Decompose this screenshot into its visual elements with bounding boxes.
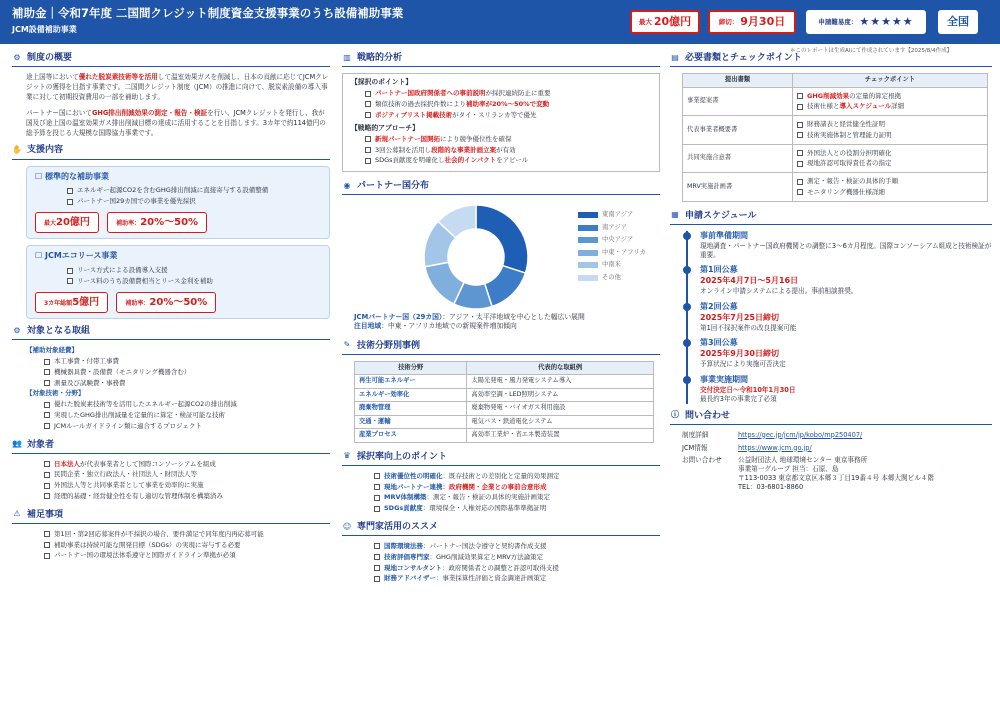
- checkbox-icon: [67, 188, 73, 194]
- max-amount-pill: 最大20億円: [35, 212, 99, 234]
- warning-icon: ⚠: [13, 509, 21, 519]
- legend-label: その他: [602, 273, 621, 281]
- contact-row: JCM情報 https://www.jcm.go.jp/: [682, 443, 812, 452]
- experts-heading: ☺ 専門家活用のススメ: [342, 521, 660, 536]
- improve-heading: ♛ 採択率向上のポイント: [342, 451, 660, 466]
- checkbox-icon: [797, 132, 803, 138]
- docs-heading: ▤ 必要書類とチェックポイント: [670, 52, 992, 67]
- detail-link[interactable]: https://gec.jp/jcm/jp/kobo/mp250407/: [738, 430, 863, 439]
- contact-row: お問い合わせ 公益財団法人 地球環境センター 東京事務所 事業第一グループ 担当：石原、島 〒113-0033 東京都文京区本郷３丁目19番４号 本郷大関ビル４階 TEL：03-6801-8860: [682, 456, 934, 492]
- support-heading: ✋ 支援内容: [12, 144, 330, 159]
- table-row: 再生可能エネルギー 太陽光発電・風力発電システム導入: [355, 375, 654, 389]
- table-header: 技術分野: [355, 361, 467, 375]
- contact-heading: ⓘ 問い合わせ: [670, 410, 992, 425]
- list-item: 実現したGHG排出削減量を定量的に算定・検証可能な技術: [44, 411, 330, 420]
- box-title: ☐ JCMエコリース事業: [35, 251, 118, 261]
- max-amount-badge: 最大 20億円: [630, 10, 700, 34]
- check-item: 測定・報告・検証の具体的手順: [797, 177, 983, 186]
- checkbox-icon: [365, 101, 371, 107]
- partners-heading: ◉ パートナー国分布: [342, 180, 660, 195]
- checkbox-icon: [365, 112, 371, 118]
- list-item: 3回公募制を活用し段階的な事業計画立案が有効: [365, 146, 651, 155]
- wrench-icon: ✎: [343, 340, 351, 350]
- difficulty-badge: 申請難易度： ★★★★★: [806, 10, 926, 34]
- list-item: 機械器具費・設備費（モニタリング機器含む）: [44, 368, 330, 377]
- target-tech-label: 【対象技術・分野】: [26, 389, 85, 398]
- timeline-item: 第2回公募 2025年7月25日締切 第1回不採択案件の改良提案可能: [700, 302, 992, 332]
- trophy-icon: ♛: [343, 451, 351, 461]
- strategy-box: [342, 73, 660, 172]
- list-item: SDGs貢献度を明確化し社会的インパクトをアピール: [365, 156, 651, 165]
- table-header: 提出書類: [683, 74, 793, 88]
- checkbox-icon: [797, 93, 803, 99]
- checkbox-icon: [374, 576, 380, 582]
- gear-icon: ⚙: [13, 52, 21, 62]
- list-item: 優れた脱炭素技術等を活用したエネルギー起源CO2の排出削減: [44, 400, 330, 409]
- list-item: 類似技術の過去採択件数により補助率が20%〜50%で変動: [365, 100, 651, 109]
- legend-swatch: [578, 275, 598, 281]
- overview-paragraph-2: パートナー国においてGHG排出削減効果の測定・報告・検証を行い、JCMクレジットを発行し、我が国及び途上国の温室効果ガス排出削減目標の達成に活用することを目指します。3カ年で約114億円の総予算を投じる大規模な国際協力事業です。: [26, 108, 326, 137]
- docs-table: [682, 73, 988, 202]
- check-item: GHG削減効果の定量的算定根拠: [797, 92, 983, 101]
- timeline-dot: [683, 339, 691, 347]
- checkbox-icon: [44, 461, 50, 467]
- checkbox-icon: [797, 161, 803, 167]
- checkbox-icon: [44, 359, 50, 365]
- globe-icon: ◉: [343, 180, 351, 190]
- timeline-item: 事前準備期間 現地調査・パートナー国政府機関との調整に3〜6カ月程度。国際コンソーシアム組成と技術検証が重要。: [700, 231, 992, 260]
- timeline-dot: [683, 303, 691, 311]
- timeline-dot: [683, 232, 691, 240]
- checkbox-icon: [797, 104, 803, 110]
- settings-icon: ⚙: [13, 325, 21, 335]
- targets-heading: ⚙ 対象となる取組: [12, 325, 330, 340]
- improve-list: [342, 472, 660, 513]
- list-item: SDGs貢献度：環境保全・人権対応の国際基準準拠証明: [374, 504, 660, 513]
- middle-column: [342, 52, 660, 585]
- list-item: 新規パートナー国開拓により競争優位性を確保: [365, 135, 651, 144]
- check-item: 現地許認可取得責任者の指定: [797, 159, 983, 168]
- eligible-heading: 👥 対象者: [12, 439, 330, 454]
- checkbox-icon: [797, 122, 803, 128]
- jcm-link[interactable]: https://www.jcm.go.jp/: [738, 443, 812, 452]
- list-item: JCMルールガイドライン類に適合するプロジェクト: [44, 422, 330, 431]
- table-row: 代表事業者概要書 財務諸表と経営健全性証明 技術実施体制と管理能力証明: [683, 116, 988, 145]
- checkbox-icon: [44, 412, 50, 418]
- checkbox-icon: [797, 189, 803, 195]
- subsidy-rate-pill: 補助率：20%〜50%: [107, 212, 207, 234]
- chart-icon: ▥: [343, 52, 351, 62]
- check-item: 外国法人との役割分担明確化: [797, 149, 983, 158]
- overview-heading: ⚙ 制度の概要: [12, 52, 330, 67]
- legend-label: 中東・アフリカ: [602, 248, 646, 256]
- list-item: 民間企業・独立行政法人・社団法人・財団法人等: [44, 470, 330, 479]
- legend-item: [578, 224, 646, 233]
- list-item: 技術評価専門家：GHG削減効果算定とMRV方法論策定: [374, 553, 660, 562]
- checkbox-icon: [374, 506, 380, 512]
- supplement-heading: ⚠ 補足事項: [12, 509, 330, 524]
- checkbox-icon: [374, 484, 380, 490]
- checkbox-icon: [44, 531, 50, 537]
- users-icon: 👥: [12, 439, 22, 449]
- eco-lease-box: [26, 245, 330, 319]
- schedule-timeline: [686, 231, 992, 404]
- strategy-heading: ▥ 戦略的分析: [342, 52, 660, 67]
- checkbox-icon: [797, 179, 803, 185]
- adoption-points-label: 【採択のポイント】: [351, 78, 413, 87]
- list-item: 測量及び試験費・事務費: [44, 379, 330, 388]
- legend-swatch: [578, 262, 598, 268]
- legend-swatch: [578, 237, 598, 243]
- checkbox-icon: [67, 268, 73, 274]
- legend-swatch: [578, 250, 598, 256]
- timeline-dot: [683, 266, 691, 274]
- list-item: 国際環境法務：パートナー国法令遵守と契約書作成支援: [374, 542, 660, 551]
- check-item: 技術実施体制と管理能力証明: [797, 131, 983, 140]
- standard-support-box: [26, 166, 330, 240]
- tech-table: [354, 361, 654, 443]
- legend-label: 中央アジア: [602, 236, 634, 244]
- timeline-item: 第3回公募 2025年9月30日締切 予算状況により実施可否決定: [700, 338, 992, 368]
- checkbox-icon: [44, 483, 50, 489]
- checkbox-icon: [44, 472, 50, 478]
- handshake-icon: ✋: [12, 145, 22, 155]
- table-header: 代表的な取組例: [467, 361, 654, 375]
- page-subtitle: JCM設備補助事業: [12, 25, 77, 34]
- timeline-dot: [683, 376, 691, 384]
- legend-item: [578, 236, 646, 245]
- list-item: パートナー国29カ国での事業を優先採択: [67, 197, 321, 206]
- calendar-icon: ▦: [671, 210, 679, 220]
- list-item: ポジティブリスト掲載技術がタイ・スリランカ等で優先: [365, 111, 651, 120]
- subsidy-rate-pill: 補助率：20%〜50%: [116, 292, 216, 314]
- checkbox-icon: [44, 553, 50, 559]
- list-item: 技術優位性の明確化：既存技術との差別化と定量的効果測定: [374, 472, 660, 481]
- person-icon: ☺: [342, 521, 352, 531]
- table-row: 事業提案書 GHG削減効果の定量的算定根拠 技術仕様と導入スケジュール詳細: [683, 87, 988, 116]
- scope-badge: 全国: [938, 10, 978, 34]
- check-item: 技術仕様と導入スケジュール詳細: [797, 102, 983, 111]
- checkbox-icon: [67, 199, 73, 205]
- table-row: MRV実施計画書 測定・報告・検証の具体的手順 モニタリング機器仕様詳細: [683, 173, 988, 202]
- tech-heading: ✎ 技術分野別事例: [342, 340, 660, 355]
- info-icon: ⓘ: [671, 410, 679, 420]
- list-item: エネルギー起源CO2を含むGHG排出削減に直接寄与する設備整備: [67, 186, 321, 195]
- approach-label: 【戦略的アプローチ】: [351, 123, 419, 132]
- check-item: 財務諸表と経営健全性証明: [797, 120, 983, 129]
- legend-item: [578, 274, 646, 283]
- rating-stars: ★★★★★: [859, 14, 914, 28]
- list-item: 現地コンサルタント：政府関係者との調整と許認可取得支援: [374, 564, 660, 573]
- check-item: モニタリング機器仕様詳細: [797, 188, 983, 197]
- right-column: [670, 52, 992, 496]
- list-item: 外国法人等と共同事業者として事業を効率的に実施: [44, 481, 330, 490]
- list-item: リース方式による設備導入支援: [67, 266, 321, 275]
- legend-swatch: [578, 225, 598, 231]
- checkbox-icon: [365, 158, 371, 164]
- legend-swatch: [578, 212, 598, 218]
- schedule-heading: ▦ 申請スケジュール: [670, 210, 992, 225]
- donut-chart: [406, 201, 546, 313]
- checkbox-icon: [374, 554, 380, 560]
- list-item: 現地パートナー連携：政府機関・企業との事前合意形成: [374, 483, 660, 492]
- checkbox-icon: [44, 380, 50, 386]
- contact-row: 制度詳細 https://gec.jp/jcm/jp/kobo/mp250407/: [682, 430, 863, 439]
- timeline-item: 第1回公募 2025年4月7日〜5月16日 オンライン申請システムによる提出。事前相談推奨。: [700, 265, 992, 295]
- checkbox-icon: [365, 147, 371, 153]
- table-row: 廃棄物管理 廃棄物発電・バイオガス利用施設: [355, 402, 654, 416]
- checkbox-icon: [44, 369, 50, 375]
- checkbox-icon: [374, 473, 380, 479]
- list-item: 財務アドバイザー：事業採算性評価と資金調達計画策定: [374, 574, 660, 583]
- checkbox-icon: [44, 402, 50, 408]
- checkbox-icon: [374, 495, 380, 501]
- table-row: エネルギー効率化 高効率空調・LED照明システム: [355, 388, 654, 402]
- ai-note: ＊このレポートは生成AIにて作成されています【2025/8/4作成】: [790, 48, 953, 54]
- partner-line-1: JCMパートナー国（29カ国）：アジア・太平洋地域を中心とした幅広い展開: [354, 313, 585, 322]
- checkbox-icon: [365, 136, 371, 142]
- list-item: リース料のうち設備費相当とリース金利を補助: [67, 277, 321, 286]
- legend-item: [578, 249, 646, 258]
- checkbox-icon: [44, 493, 50, 499]
- legend-item: [578, 261, 646, 270]
- checkbox-icon: [374, 565, 380, 571]
- list-item: 補助事業は持続可能な開発目標（SDGs）の実現に寄与する必要: [44, 541, 330, 550]
- checkbox-icon: [44, 423, 50, 429]
- box-title: ☐ 標準的な補助事業: [35, 171, 109, 181]
- checkbox-icon: [44, 542, 50, 548]
- overview-paragraph-1: 途上国等において優れた脱炭素技術等を活用して温室効果ガスを削減し、日本の貢献に応じてJCMクレジットの獲得を目指す事業です。二国間クレジット制度（JCM）の推進に向けて、脱炭素設備の導入事業に対して初期投資費用の一部を補助します。: [26, 73, 329, 101]
- checkbox-icon: [797, 150, 803, 156]
- legend-item: [578, 211, 646, 220]
- legend-label: 東南アジア: [602, 211, 634, 219]
- checkbox-icon: [67, 278, 73, 284]
- list-item: MRV体制構築：測定・報告・検証の具体的実施計画策定: [374, 493, 660, 502]
- partner-line-2: 注目地域：中東・アフリカ地域での新規案件増加傾向: [354, 322, 517, 331]
- legend-label: 中南米: [602, 261, 621, 269]
- folder-icon: ▤: [671, 52, 679, 62]
- timeline-item: 事業実施期間 交付決定日〜令和10年1月30日 最長約3年の事業完了必須: [700, 375, 992, 404]
- table-row: 産業プロセス 高効率工業炉・省エネ製造装置: [355, 429, 654, 443]
- list-item: 本工事費・付帯工事費: [44, 357, 330, 366]
- deadline-badge: 締切： 9月30日: [708, 10, 796, 34]
- partner-chart-area: [342, 201, 660, 313]
- table-header: チェックポイント: [793, 74, 988, 88]
- table-row: 共同実施合意書 外国法人との役割分担明確化 現地許認可取得責任者の指定: [683, 144, 988, 173]
- list-item: 第1回・第2回応募案件が不採択の場合、要件満足で同年度内再応募可能: [44, 530, 330, 539]
- checkbox-icon: [365, 91, 371, 97]
- table-row: 交通・運輸 電気バス・鉄道電化システム: [355, 415, 654, 429]
- checkbox-icon: [374, 543, 380, 549]
- left-column: [12, 52, 330, 562]
- total-amount-pill: 3カ年総額5億円: [35, 292, 108, 314]
- page-title: 補助金｜令和7年度 二国間クレジット制度資金支援事業のうち設備補助事業: [12, 6, 404, 20]
- list-item: 経理的基礎・経営健全性を有し適切な管理体制を構築済み: [44, 492, 330, 501]
- list-item: パートナー国の環境法体系遵守と国際ガイドライン準拠が必須: [44, 551, 330, 560]
- legend-label: 南アジア: [602, 223, 627, 231]
- eligible-expenses-label: 【補助対象経費】: [26, 346, 78, 355]
- header-bar: [0, 0, 1000, 44]
- list-item: パートナー国政府関係者への事前説明が採択連続防止に重要: [365, 89, 651, 98]
- list-item: 日本法人が代表事業者として国際コンソーシアムを組成: [44, 460, 330, 469]
- pie-slice-1: [476, 205, 528, 273]
- chart-legend: [578, 211, 646, 286]
